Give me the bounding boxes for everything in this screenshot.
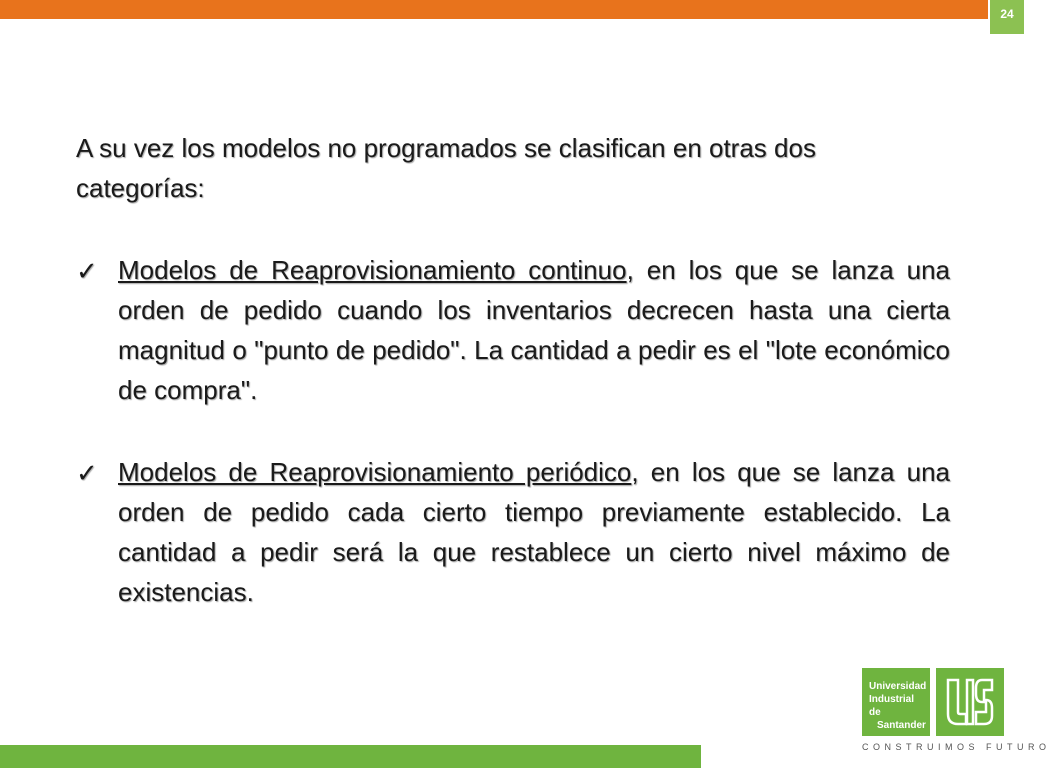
top-orange-bar [0,0,988,19]
logo-line: Santander [877,720,926,731]
bottom-green-bar [0,745,701,768]
bullet-text: , en los que se lanza una orden de pedido cuando los inventarios decrecen hasta una cierta magnitud o "punto de pedido". La cantidad a pedir es el "lote económico de compra". [118,255,950,405]
logo-text-box [862,668,930,736]
intro-text: A su vez los modelos no programados se clasifican en otras dos categorías: [76,133,816,203]
page-number: 24 [990,0,1024,34]
checkmark-icon: ✓ [76,256,98,286]
logo-line: Universidad [869,681,927,692]
checkmark-icon: ✓ [76,458,98,488]
bullet-periodic [76,452,950,612]
uis-emblem-icon [936,668,1004,736]
bullet-text: , en los que se lanza una orden de pedido cada cierto tiempo previamente establecido. La cantidad a pedir será la que restablece un cierto nivel máximo de existencias. [118,457,950,607]
slogan: CONSTRUIMOS FUTURO [862,742,1051,752]
university-logo [862,668,1002,744]
logo-line: Industrial de [869,694,915,718]
bullet-title: Modelos de Reaprovisionamiento periódico [118,457,632,487]
bullet-title: Modelos de Reaprovisionamiento continuo [118,255,627,285]
slide-content [76,128,950,612]
uis-emblem-svg [936,668,1004,736]
bullet-continuous [76,250,950,410]
